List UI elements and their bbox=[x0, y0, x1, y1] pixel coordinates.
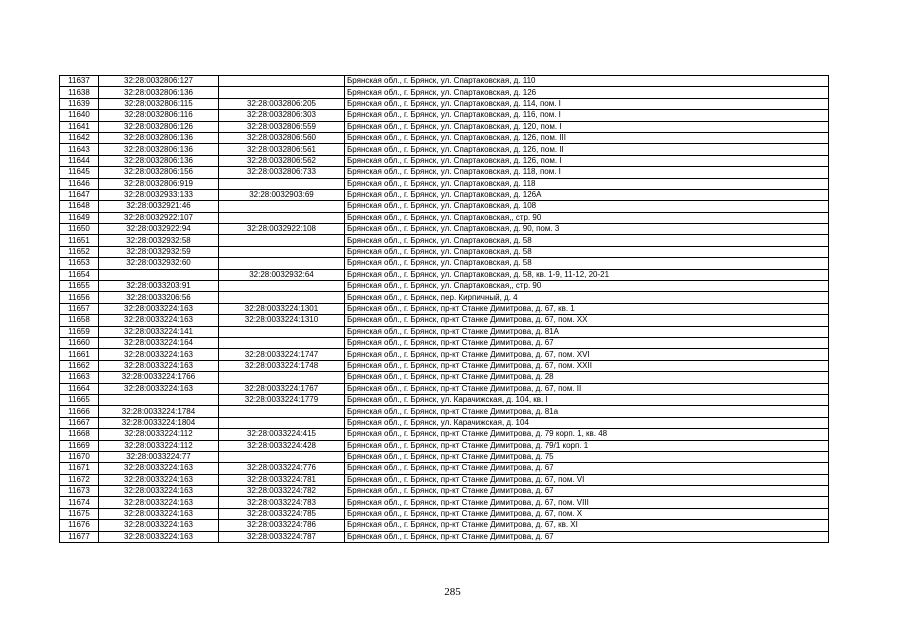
row-number-cell: 11649 bbox=[60, 212, 99, 223]
object-cadastral-number-cell bbox=[219, 201, 345, 212]
table-row bbox=[60, 383, 829, 394]
cadastral-number-cell: 32:28:0033224:163 bbox=[99, 383, 219, 394]
address-cell: Брянская обл., г. Брянск, ул. Спартаковская, д. 114, пом. I bbox=[345, 98, 829, 109]
cadastral-number-cell: 32:28:0032806:127 bbox=[99, 76, 219, 87]
cadastral-number-cell: 32:28:0033224:163 bbox=[99, 360, 219, 371]
object-cadastral-number-cell bbox=[219, 406, 345, 417]
table-row bbox=[60, 406, 829, 417]
address-cell: Брянская обл., г. Брянск, ул. Спартаковская, д. 110 bbox=[345, 76, 829, 87]
table-row bbox=[60, 394, 829, 405]
row-number-cell: 11643 bbox=[60, 144, 99, 155]
cadastral-number-cell: 32:28:0033224:163 bbox=[99, 486, 219, 497]
row-number-cell: 11648 bbox=[60, 201, 99, 212]
table-row bbox=[60, 486, 829, 497]
table-row bbox=[60, 281, 829, 292]
table-row bbox=[60, 429, 829, 440]
address-cell: Брянская обл., г. Брянск, ул. Спартаковская, д. 120, пом. I bbox=[345, 121, 829, 132]
cadastral-number-cell: 32:28:0033224:163 bbox=[99, 531, 219, 542]
address-cell: Брянская обл., г. Брянск, пр-кт Станке Димитрова, д. 79 корп. 1, кв. 48 bbox=[345, 429, 829, 440]
row-number-cell: 11667 bbox=[60, 417, 99, 428]
object-cadastral-number-cell: 32:28:0033224:776 bbox=[219, 463, 345, 474]
object-cadastral-number-cell bbox=[219, 281, 345, 292]
table-row bbox=[60, 520, 829, 531]
cadastral-number-cell: 32:28:0033224:163 bbox=[99, 508, 219, 519]
cadastral-number-cell: 32:28:0033224:1766 bbox=[99, 372, 219, 383]
object-cadastral-number-cell: 32:28:0032806:560 bbox=[219, 132, 345, 143]
row-number-cell: 11653 bbox=[60, 258, 99, 269]
address-cell: Брянская обл., г. Брянск, ул. Спартаковская, д. 126, пом. I bbox=[345, 155, 829, 166]
table-row bbox=[60, 155, 829, 166]
table-row bbox=[60, 508, 829, 519]
table-row bbox=[60, 326, 829, 337]
object-cadastral-number-cell: 32:28:0032806:561 bbox=[219, 144, 345, 155]
cadastral-number-cell: 32:28:0032933:133 bbox=[99, 189, 219, 200]
row-number-cell: 11662 bbox=[60, 360, 99, 371]
cadastral-number-cell: 32:28:0032806:919 bbox=[99, 178, 219, 189]
row-number-cell: 11658 bbox=[60, 315, 99, 326]
row-number-cell: 11639 bbox=[60, 98, 99, 109]
address-cell: Брянская обл., г. Брянск, ул. Карачижская, д. 104, кв. I bbox=[345, 394, 829, 405]
cadastral-number-cell bbox=[99, 394, 219, 405]
object-cadastral-number-cell bbox=[219, 258, 345, 269]
cadastral-number-cell: 32:28:0032806:126 bbox=[99, 121, 219, 132]
registry-table bbox=[59, 75, 829, 543]
cadastral-number-cell: 32:28:0032921:46 bbox=[99, 201, 219, 212]
cadastral-number-cell: 32:28:0033206:56 bbox=[99, 292, 219, 303]
address-cell: Брянская обл., г. Брянск, пр-кт Станке Димитрова, д. 67, кв. 1 bbox=[345, 303, 829, 314]
table-row bbox=[60, 292, 829, 303]
table-row bbox=[60, 269, 829, 280]
address-cell: Брянская обл., г. Брянск, ул. Спартаковская, д. 126, пом. III bbox=[345, 132, 829, 143]
table-row bbox=[60, 224, 829, 235]
table-row bbox=[60, 349, 829, 360]
address-cell: Брянская обл., г. Брянск, ул. Спартаковская, д. 58 bbox=[345, 246, 829, 257]
row-number-cell: 11650 bbox=[60, 224, 99, 235]
cadastral-number-cell: 32:28:0032806:115 bbox=[99, 98, 219, 109]
object-cadastral-number-cell: 32:28:0032806:562 bbox=[219, 155, 345, 166]
cadastral-number-cell: 32:28:0032806:136 bbox=[99, 144, 219, 155]
object-cadastral-number-cell bbox=[219, 212, 345, 223]
address-cell: Брянская обл., г. Брянск, ул. Спартаковская, д. 58, кв. 1-9, 11-12, 20-21 bbox=[345, 269, 829, 280]
object-cadastral-number-cell bbox=[219, 292, 345, 303]
object-cadastral-number-cell: 32:28:0033224:1748 bbox=[219, 360, 345, 371]
row-number-cell: 11676 bbox=[60, 520, 99, 531]
row-number-cell: 11665 bbox=[60, 394, 99, 405]
cadastral-number-cell: 32:28:0032922:107 bbox=[99, 212, 219, 223]
row-number-cell: 11670 bbox=[60, 451, 99, 462]
address-cell: Брянская обл., г. Брянск, пер. Кирпичный, д. 4 bbox=[345, 292, 829, 303]
address-cell: Брянская обл., г. Брянск, ул. Спартаковская, д. 118, пом. I bbox=[345, 167, 829, 178]
cadastral-number-cell: 32:28:0033203:91 bbox=[99, 281, 219, 292]
object-cadastral-number-cell: 32:28:0033224:1747 bbox=[219, 349, 345, 360]
cadastral-number-cell: 32:28:0032806:116 bbox=[99, 110, 219, 121]
table-row bbox=[60, 246, 829, 257]
object-cadastral-number-cell: 32:28:0033224:1310 bbox=[219, 315, 345, 326]
address-cell: Брянская обл., г. Брянск, ул. Спартаковская,, стр. 90 bbox=[345, 212, 829, 223]
cadastral-number-cell: 32:28:0033224:163 bbox=[99, 520, 219, 531]
object-cadastral-number-cell: 32:28:0032903:69 bbox=[219, 189, 345, 200]
object-cadastral-number-cell: 32:28:0033224:782 bbox=[219, 486, 345, 497]
table-row bbox=[60, 98, 829, 109]
row-number-cell: 11641 bbox=[60, 121, 99, 132]
cadastral-number-cell: 32:28:0032932:60 bbox=[99, 258, 219, 269]
cadastral-number-cell: 32:28:0033224:112 bbox=[99, 429, 219, 440]
address-cell: Брянская обл., г. Брянск, пр-кт Станке Димитрова, д. 67, пом. VIII bbox=[345, 497, 829, 508]
table-row bbox=[60, 531, 829, 542]
row-number-cell: 11666 bbox=[60, 406, 99, 417]
cadastral-number-cell: 32:28:0032806:136 bbox=[99, 155, 219, 166]
row-number-cell: 11657 bbox=[60, 303, 99, 314]
cadastral-number-cell: 32:28:0033224:163 bbox=[99, 349, 219, 360]
address-cell: Брянская обл., г. Брянск, пр-кт Станке Димитрова, д. 67, пом. XVI bbox=[345, 349, 829, 360]
object-cadastral-number-cell: 32:28:0033224:783 bbox=[219, 497, 345, 508]
object-cadastral-number-cell: 32:28:0032806:303 bbox=[219, 110, 345, 121]
row-number-cell: 11671 bbox=[60, 463, 99, 474]
address-cell: Брянская обл., г. Брянск, пр-кт Станке Димитрова, д. 67 bbox=[345, 531, 829, 542]
page-number: 285 bbox=[444, 586, 461, 598]
table-row bbox=[60, 440, 829, 451]
row-number-cell: 11661 bbox=[60, 349, 99, 360]
object-cadastral-number-cell: 32:28:0033224:785 bbox=[219, 508, 345, 519]
cadastral-number-cell: 32:28:0033224:164 bbox=[99, 337, 219, 348]
row-number-cell: 11642 bbox=[60, 132, 99, 143]
cadastral-number-cell: 32:28:0032922:94 bbox=[99, 224, 219, 235]
address-cell: Брянская обл., г. Брянск, ул. Спартаковская, д. 116, пом. I bbox=[345, 110, 829, 121]
cadastral-number-cell: 32:28:0033224:77 bbox=[99, 451, 219, 462]
row-number-cell: 11651 bbox=[60, 235, 99, 246]
address-cell: Брянская обл., г. Брянск, пр-кт Станке Димитрова, д. 67 bbox=[345, 486, 829, 497]
object-cadastral-number-cell: 32:28:0033224:1301 bbox=[219, 303, 345, 314]
row-number-cell: 11675 bbox=[60, 508, 99, 519]
cadastral-number-cell: 32:28:0033224:163 bbox=[99, 315, 219, 326]
table-row bbox=[60, 315, 829, 326]
table-row bbox=[60, 235, 829, 246]
row-number-cell: 11660 bbox=[60, 337, 99, 348]
row-number-cell: 11672 bbox=[60, 474, 99, 485]
table-row bbox=[60, 144, 829, 155]
cadastral-number-cell: 32:28:0033224:163 bbox=[99, 497, 219, 508]
object-cadastral-number-cell: 32:28:0032806:733 bbox=[219, 167, 345, 178]
row-number-cell: 11654 bbox=[60, 269, 99, 280]
address-cell: Брянская обл., г. Брянск, ул. Спартаковская, д. 108 bbox=[345, 201, 829, 212]
cadastral-number-cell: 32:28:0032932:58 bbox=[99, 235, 219, 246]
table-row bbox=[60, 132, 829, 143]
table-row bbox=[60, 417, 829, 428]
address-cell: Брянская обл., г. Брянск, пр-кт Станке Димитрова, д. 67, пом. II bbox=[345, 383, 829, 394]
object-cadastral-number-cell: 32:28:0032922:108 bbox=[219, 224, 345, 235]
cadastral-number-cell: 32:28:0033224:1804 bbox=[99, 417, 219, 428]
cadastral-number-cell: 32:28:0033224:112 bbox=[99, 440, 219, 451]
table-row bbox=[60, 87, 829, 98]
object-cadastral-number-cell: 32:28:0033224:428 bbox=[219, 440, 345, 451]
object-cadastral-number-cell: 32:28:0032932:64 bbox=[219, 269, 345, 280]
object-cadastral-number-cell: 32:28:0033224:1779 bbox=[219, 394, 345, 405]
row-number-cell: 11645 bbox=[60, 167, 99, 178]
table-row bbox=[60, 337, 829, 348]
row-number-cell: 11644 bbox=[60, 155, 99, 166]
row-number-cell: 11668 bbox=[60, 429, 99, 440]
address-cell: Брянская обл., г. Брянск, ул. Спартаковская, д. 126, пом. II bbox=[345, 144, 829, 155]
row-number-cell: 11659 bbox=[60, 326, 99, 337]
table-row bbox=[60, 258, 829, 269]
address-cell: Брянская обл., г. Брянск, пр-кт Станке Димитрова, д. 28 bbox=[345, 372, 829, 383]
row-number-cell: 11652 bbox=[60, 246, 99, 257]
cadastral-number-cell: 32:28:0032932:59 bbox=[99, 246, 219, 257]
object-cadastral-number-cell: 32:28:0033224:781 bbox=[219, 474, 345, 485]
address-cell: Брянская обл., г. Брянск, пр-кт Станке Димитрова, д. 81А bbox=[345, 326, 829, 337]
registry-table-body bbox=[60, 76, 829, 543]
object-cadastral-number-cell: 32:28:0033224:415 bbox=[219, 429, 345, 440]
table-row bbox=[60, 76, 829, 87]
cadastral-number-cell: 32:28:0032806:136 bbox=[99, 132, 219, 143]
cadastral-number-cell: 32:28:0033224:141 bbox=[99, 326, 219, 337]
cadastral-number-cell: 32:28:0033224:163 bbox=[99, 303, 219, 314]
address-cell: Брянская обл., г. Брянск, пр-кт Станке Димитрова, д. 67 bbox=[345, 337, 829, 348]
object-cadastral-number-cell bbox=[219, 337, 345, 348]
object-cadastral-number-cell bbox=[219, 372, 345, 383]
object-cadastral-number-cell: 32:28:0033224:786 bbox=[219, 520, 345, 531]
object-cadastral-number-cell bbox=[219, 76, 345, 87]
table-row bbox=[60, 167, 829, 178]
table-row bbox=[60, 201, 829, 212]
address-cell: Брянская обл., г. Брянск, пр-кт Станке Димитрова, д. 67, пом. XXII bbox=[345, 360, 829, 371]
address-cell: Брянская обл., г. Брянск, ул. Спартаковская, д. 90, пом. 3 bbox=[345, 224, 829, 235]
row-number-cell: 11674 bbox=[60, 497, 99, 508]
address-cell: Брянская обл., г. Брянск, ул. Спартаковская, д. 126 bbox=[345, 87, 829, 98]
cadastral-number-cell: 32:28:0032806:136 bbox=[99, 87, 219, 98]
address-cell: Брянская обл., г. Брянск, пр-кт Станке Димитрова, д. 67, пом. VI bbox=[345, 474, 829, 485]
table-row bbox=[60, 372, 829, 383]
address-cell: Брянская обл., г. Брянск, пр-кт Станке Димитрова, д. 75 bbox=[345, 451, 829, 462]
object-cadastral-number-cell bbox=[219, 326, 345, 337]
cadastral-number-cell: 32:28:0033224:163 bbox=[99, 463, 219, 474]
address-cell: Брянская обл., г. Брянск, пр-кт Станке Димитрова, д. 67, пом. X bbox=[345, 508, 829, 519]
address-cell: Брянская обл., г. Брянск, ул. Спартаковская,, стр. 90 bbox=[345, 281, 829, 292]
table-row bbox=[60, 451, 829, 462]
cadastral-number-cell: 32:28:0033224:163 bbox=[99, 474, 219, 485]
object-cadastral-number-cell bbox=[219, 246, 345, 257]
address-cell: Брянская обл., г. Брянск, ул. Карачижская, д. 104 bbox=[345, 417, 829, 428]
address-cell: Брянская обл., г. Брянск, ул. Спартаковская, д. 118 bbox=[345, 178, 829, 189]
table-row bbox=[60, 497, 829, 508]
cadastral-number-cell: 32:28:0032806:156 bbox=[99, 167, 219, 178]
object-cadastral-number-cell: 32:28:0033224:787 bbox=[219, 531, 345, 542]
object-cadastral-number-cell bbox=[219, 235, 345, 246]
row-number-cell: 11638 bbox=[60, 87, 99, 98]
address-cell: Брянская обл., г. Брянск, пр-кт Станке Димитрова, д. 81а bbox=[345, 406, 829, 417]
row-number-cell: 11677 bbox=[60, 531, 99, 542]
address-cell: Брянская обл., г. Брянск, пр-кт Станке Димитрова, д. 79/1 корп. 1 bbox=[345, 440, 829, 451]
cadastral-number-cell: 32:28:0033224:1784 bbox=[99, 406, 219, 417]
object-cadastral-number-cell: 32:28:0032806:559 bbox=[219, 121, 345, 132]
table-row bbox=[60, 303, 829, 314]
table-row bbox=[60, 212, 829, 223]
row-number-cell: 11663 bbox=[60, 372, 99, 383]
object-cadastral-number-cell bbox=[219, 178, 345, 189]
address-cell: Брянская обл., г. Брянск, пр-кт Станке Димитрова, д. 67, пом. XX bbox=[345, 315, 829, 326]
table-row bbox=[60, 178, 829, 189]
object-cadastral-number-cell: 32:28:0033224:1767 bbox=[219, 383, 345, 394]
row-number-cell: 11673 bbox=[60, 486, 99, 497]
registry-table-container bbox=[59, 75, 828, 543]
row-number-cell: 11647 bbox=[60, 189, 99, 200]
address-cell: Брянская обл., г. Брянск, пр-кт Станке Димитрова, д. 67 bbox=[345, 463, 829, 474]
row-number-cell: 11637 bbox=[60, 76, 99, 87]
table-row bbox=[60, 110, 829, 121]
cadastral-number-cell bbox=[99, 269, 219, 280]
table-row bbox=[60, 121, 829, 132]
object-cadastral-number-cell bbox=[219, 451, 345, 462]
table-row bbox=[60, 360, 829, 371]
address-cell: Брянская обл., г. Брянск, пр-кт Станке Димитрова, д. 67, кв. XI bbox=[345, 520, 829, 531]
row-number-cell: 11646 bbox=[60, 178, 99, 189]
object-cadastral-number-cell: 32:28:0032806:205 bbox=[219, 98, 345, 109]
table-row bbox=[60, 474, 829, 485]
address-cell: Брянская обл., г. Брянск, ул. Спартаковская, д. 58 bbox=[345, 235, 829, 246]
row-number-cell: 11664 bbox=[60, 383, 99, 394]
row-number-cell: 11655 bbox=[60, 281, 99, 292]
address-cell: Брянская обл., г. Брянск, ул. Спартаковская, д. 126А bbox=[345, 189, 829, 200]
row-number-cell: 11656 bbox=[60, 292, 99, 303]
table-row bbox=[60, 463, 829, 474]
address-cell: Брянская обл., г. Брянск, ул. Спартаковская, д. 58 bbox=[345, 258, 829, 269]
object-cadastral-number-cell bbox=[219, 417, 345, 428]
object-cadastral-number-cell bbox=[219, 87, 345, 98]
row-number-cell: 11640 bbox=[60, 110, 99, 121]
row-number-cell: 11669 bbox=[60, 440, 99, 451]
table-row bbox=[60, 189, 829, 200]
